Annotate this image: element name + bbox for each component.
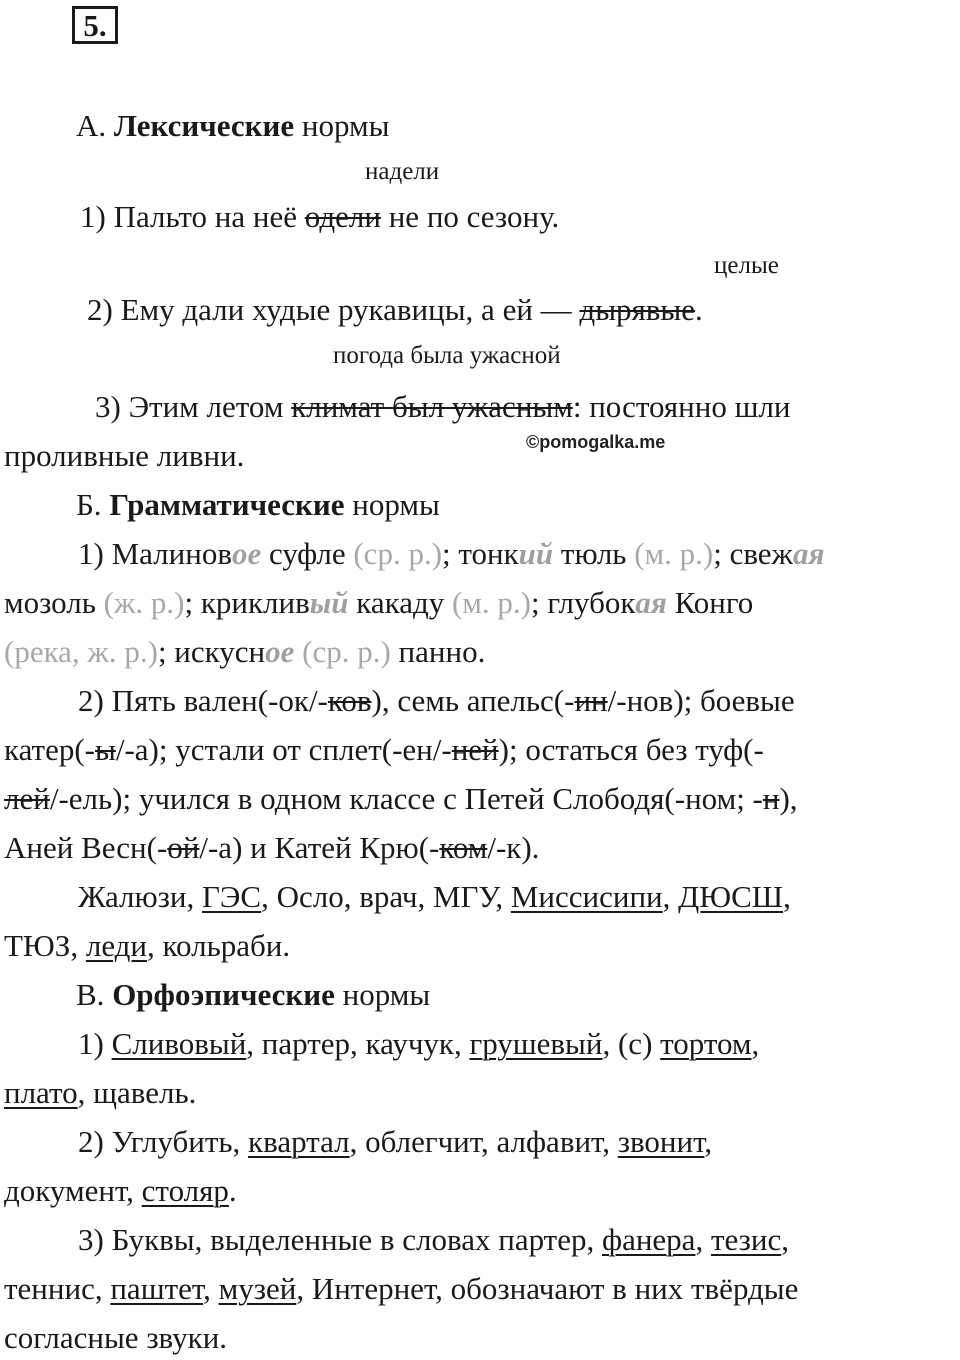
text: ,: [704, 1124, 713, 1159]
text: документ,: [4, 1173, 142, 1208]
text: 1): [78, 1026, 112, 1061]
orthoepy-1-line-2: [4, 1075, 196, 1111]
grammar-1-line-2: [4, 585, 753, 621]
gender-note: (м. р.): [451, 585, 531, 620]
underlined-word: паштет: [110, 1271, 204, 1306]
text: , Интернет, обозначают в них твёрдые: [296, 1271, 799, 1306]
text: 2) Ему дали худые рукавицы, а ей —: [87, 292, 580, 327]
section-title: Орфоэпические: [112, 977, 335, 1012]
struck-phrase: климат был ужасным: [291, 389, 573, 424]
struck-word: дырявые: [579, 292, 696, 327]
task-number-box: [72, 6, 118, 44]
text: /-к).: [487, 830, 540, 865]
ending: ый: [309, 585, 349, 620]
text: ),: [779, 781, 798, 816]
grammar-2-line-1: [78, 683, 795, 719]
text: ), семь апельс(-: [371, 683, 575, 718]
orthoepy-1-line-1: [78, 1026, 759, 1062]
underlined-word: ГЭС: [202, 879, 262, 914]
text: ; тонк: [442, 536, 519, 571]
section-c-heading: [76, 977, 430, 1013]
text: не по сезону.: [380, 199, 560, 234]
text: 3) Этим летом: [95, 389, 292, 424]
section-title: Грамматические: [109, 487, 345, 522]
gender-note: (ср. р.): [302, 634, 391, 669]
underlined-word: столяр: [141, 1173, 229, 1208]
text: , Осло, врач, МГУ,: [261, 879, 511, 914]
gender-note: (м. р.): [634, 536, 714, 571]
section-suffix: нормы: [334, 977, 431, 1012]
grammar-1-line-1: [78, 536, 824, 572]
underlined-word: Миссисипи: [510, 879, 663, 914]
lexical-sentence-1: [80, 199, 559, 235]
text: ; искусн: [157, 634, 266, 669]
text: 1) Малинов: [78, 536, 232, 571]
text: ,: [203, 1271, 219, 1306]
correction-2: целые: [714, 252, 779, 279]
ending: ий: [518, 536, 554, 571]
text: теннис,: [4, 1271, 111, 1306]
text: ; криклив: [184, 585, 310, 620]
lexical-sentence-3: [95, 389, 791, 425]
struck-ending: ин: [574, 683, 608, 718]
orthoepy-3-line-3: согласные звуки.: [4, 1320, 228, 1355]
text: Жалюзи,: [78, 879, 202, 914]
underlined-word: фанера: [601, 1222, 696, 1257]
text: суфле: [261, 536, 354, 571]
text: мозоль: [4, 585, 104, 620]
text: /-а); устали от сплет(-ен/-: [115, 732, 452, 767]
ending: ая: [792, 536, 825, 571]
grammar-2-line-4: [4, 830, 539, 866]
struck-ending: ком: [439, 830, 488, 865]
grammar-2-line-2: [4, 732, 764, 768]
struck-ending: ней: [451, 732, 499, 767]
struck-ending: ой: [167, 830, 200, 865]
section-suffix: нормы: [294, 108, 390, 143]
grammar-2-line-3: [4, 781, 798, 817]
struck-word: одели: [304, 199, 381, 234]
underlined-word: квартал: [248, 1124, 350, 1159]
text: 3) Буквы, выделенные в словах партер,: [78, 1222, 602, 1257]
grammar-3-line-1: [78, 879, 791, 915]
text: ; глубок: [531, 585, 636, 620]
ending: ая: [635, 585, 667, 620]
text: Аней Весн(-: [4, 830, 168, 865]
text: , щавель.: [77, 1075, 197, 1110]
section-letter: Б.: [76, 487, 110, 522]
underlined-word: ДЮСШ: [678, 879, 784, 914]
text: /-а) и Катей Крю(-: [199, 830, 440, 865]
text: : постоянно шли: [572, 389, 791, 424]
section-a-heading: [76, 108, 389, 144]
text: , кольраби.: [147, 928, 291, 963]
text: тюль: [553, 536, 635, 571]
orthoepy-3-line-2: [4, 1271, 798, 1307]
grammar-3-line-2: [4, 928, 290, 964]
section-title: Лексические: [113, 108, 295, 143]
section-b-heading: [76, 487, 440, 523]
underlined-word: звонит: [617, 1124, 705, 1159]
underlined-word: музей: [218, 1271, 297, 1306]
text: /-нов); боевые: [607, 683, 795, 718]
underlined-word: тезис: [710, 1222, 782, 1257]
section-suffix: нормы: [344, 487, 440, 522]
text: панно.: [390, 634, 486, 669]
task-number: 5.: [83, 8, 107, 43]
text: какаду: [348, 585, 452, 620]
text: катер(-: [4, 732, 96, 767]
text: ,: [781, 1222, 789, 1257]
underlined-word: грушевый: [469, 1026, 603, 1061]
struck-ending: лей: [4, 781, 50, 816]
watermark: ©pomogalka.me: [526, 432, 666, 452]
text: /-ель); учился в одном классе с Петей Слободя(-ном; -: [49, 781, 763, 816]
ending: ое: [265, 634, 295, 669]
section-letter: В.: [76, 977, 113, 1012]
lexical-sentence-3-cont: проливные ливни.: [4, 438, 245, 473]
gender-note: (ж. р.): [103, 585, 185, 620]
text: ); остаться без туф(-: [498, 732, 764, 767]
text: ; свеж: [713, 536, 793, 571]
gender-note: (ср. р.): [353, 536, 443, 571]
text: [294, 634, 302, 669]
grammar-1-line-3: [4, 634, 485, 670]
gender-note: (река, ж. р.): [4, 634, 158, 669]
text: .: [228, 1173, 237, 1208]
section-letter: А.: [76, 108, 114, 143]
struck-ending: н: [762, 781, 780, 816]
underlined-word: Сливовый: [111, 1026, 247, 1061]
correction-1: надели: [365, 158, 440, 185]
text: ТЮЗ,: [4, 928, 86, 963]
text: 1) Пальто на неё: [80, 199, 305, 234]
correction-3: погода была ужасной: [333, 342, 561, 369]
text: 2) Пять вален(-ок/-: [78, 683, 328, 718]
text: ,: [751, 1026, 760, 1061]
underlined-word: плато: [4, 1075, 78, 1110]
text: , партер, каучук,: [246, 1026, 470, 1061]
text: ,: [695, 1222, 711, 1257]
orthoepy-2-line-2: [4, 1173, 237, 1209]
text: 2) Углубить,: [78, 1124, 249, 1159]
text: .: [695, 292, 703, 327]
text: ,: [662, 879, 679, 914]
text: Конго: [666, 585, 754, 620]
text: , облегчит, алфавит,: [349, 1124, 618, 1159]
underlined-word: леди: [85, 928, 148, 963]
orthoepy-3-line-1: [78, 1222, 789, 1258]
orthoepy-2-line-1: [78, 1124, 712, 1160]
struck-ending: ков: [327, 683, 372, 718]
lexical-sentence-2: [87, 292, 703, 328]
text: , (с): [602, 1026, 661, 1061]
ending: ое: [231, 536, 262, 571]
text: ,: [783, 879, 791, 914]
underlined-word: тортом: [660, 1026, 752, 1061]
struck-ending: ы: [95, 732, 116, 767]
